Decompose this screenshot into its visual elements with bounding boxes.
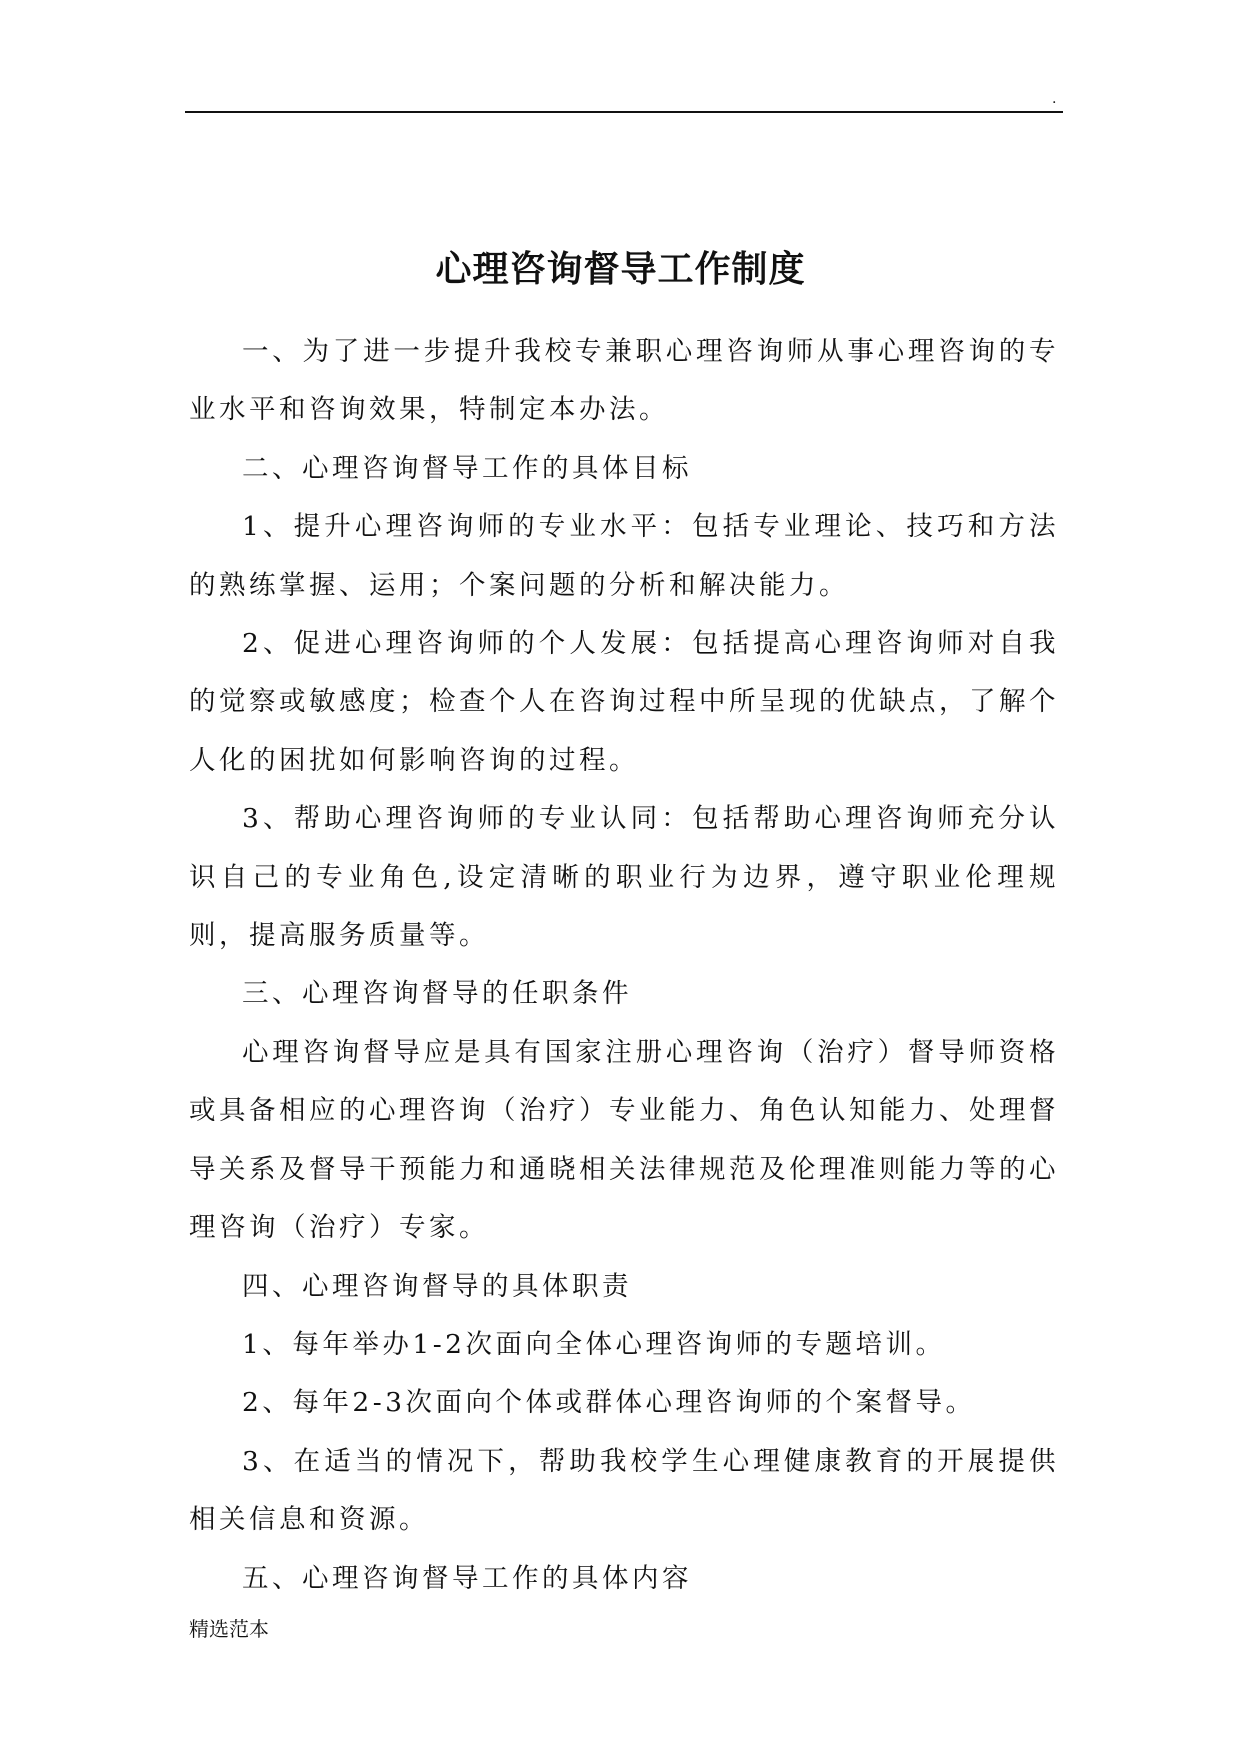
paragraph: 2、每年2-3次面向个体或群体心理咨询师的个案督导。 bbox=[242, 1387, 976, 1419]
document-body bbox=[189, 323, 1059, 1608]
section-heading: 三、心理咨询督导的任职条件 bbox=[242, 978, 632, 1010]
header-rule bbox=[185, 111, 1063, 113]
paragraph: 3、在适当的情况下，帮助我校学生心理健康教育的开展提供相关信息和资源。 bbox=[189, 1445, 1059, 1536]
paragraph: 1、提升心理咨询师的专业水平：包括专业理论、技巧和方法的熟练掌握、运用；个案问题的分析和解决能力。 bbox=[189, 511, 1059, 601]
section-heading: 五、心理咨询督导工作的具体内容 bbox=[242, 1562, 692, 1594]
header-mark: . bbox=[1052, 91, 1057, 107]
section-heading: 二、心理咨询督导工作的具体目标 bbox=[242, 452, 692, 484]
paragraph: 心理咨询督导应是具有国家注册心理咨询（治疗）督导师资格或具备相应的心理咨询（治疗）专业能力、角色认知能力、处理督导关系及督导干预能力和通晓相关法律规范及伦理准则能力等的心理咨询（治疗）专家。 bbox=[189, 1036, 1059, 1244]
paragraph: 1、每年举办1-2次面向全体心理咨询师的专题培训。 bbox=[242, 1328, 946, 1360]
paragraph: 2、促进心理咨询师的个人发展：包括提高心理咨询师对自我的觉察或敏感度；检查个人在咨询过程中所呈现的优缺点，了解个人化的困扰如何影响咨询的过程。 bbox=[189, 628, 1059, 776]
document-title: 心理咨询督导工作制度 bbox=[435, 249, 806, 291]
paragraph: 3、帮助心理咨询师的专业认同：包括帮助心理咨询师充分认识自己的专业角色,设定清晰的职业行为边界，遵守职业伦理规则，提高服务质量等。 bbox=[189, 803, 1059, 952]
paragraph: 一、为了进一步提升我校专兼职心理咨询师从事心理咨询的专业水平和咨询效果，特制定本办法。 bbox=[189, 336, 1059, 426]
footer-label: 精选范本 bbox=[189, 1617, 269, 1641]
section-heading: 四、心理咨询督导的具体职责 bbox=[242, 1270, 632, 1302]
